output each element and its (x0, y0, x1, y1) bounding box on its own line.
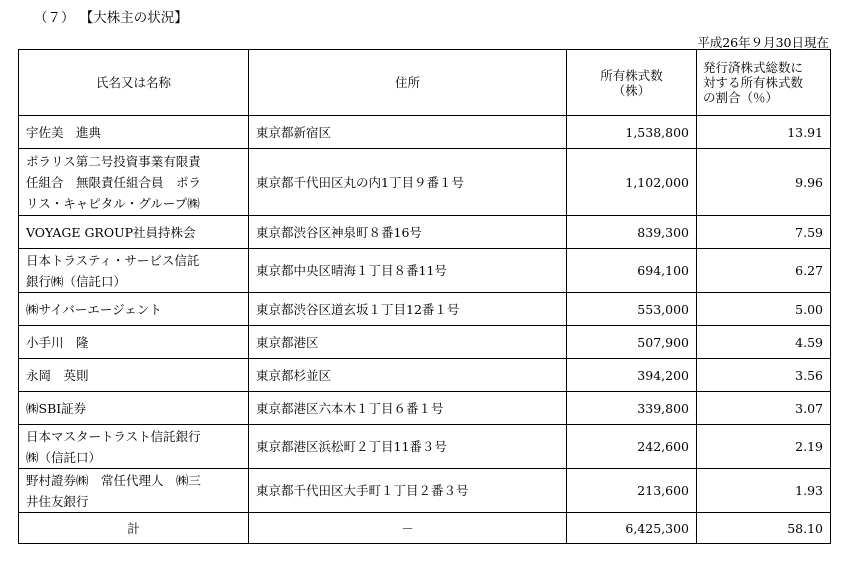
total-label: 計 (19, 513, 249, 544)
name-line: 銀行㈱（信託口） (26, 273, 127, 289)
table-row (19, 392, 831, 425)
shares-held: 339,800 (567, 392, 697, 425)
total-address: － (249, 513, 567, 544)
section-number: （７） (34, 10, 75, 26)
shareholder-name (19, 293, 249, 326)
shares-held: 1,538,800 (567, 116, 697, 149)
ownership-ratio: 4.59 (697, 326, 831, 359)
shares-held: 394,200 (567, 359, 697, 392)
shareholder-name (19, 326, 249, 359)
name-line: 野村證券㈱ 常任代理人 ㈱三 (26, 472, 202, 488)
shareholder-name (19, 359, 249, 392)
ownership-ratio: 3.07 (697, 392, 831, 425)
header-shares-line: （株） (612, 82, 651, 98)
name-line: 井住友銀行 (26, 493, 89, 509)
header-ratio-line: 対する所有株式数 (703, 75, 804, 90)
name-line: 宇佐美 進典 (26, 124, 102, 140)
table-row (19, 249, 831, 293)
table-row (19, 116, 831, 149)
total-row (19, 513, 831, 544)
name-line: リス・キャピタル・グループ㈱ (26, 195, 200, 211)
name-line: VOYAGE GROUP社員持株会 (26, 224, 196, 240)
ownership-ratio: 5.00 (697, 293, 831, 326)
ownership-ratio: 6.27 (697, 249, 831, 293)
as-of-date: 平成26年９月30日現在 (697, 35, 829, 50)
shareholder-address: 東京都渋谷区道玄坂１丁目12番１号 (249, 293, 567, 326)
total-ratio: 58.10 (697, 513, 831, 544)
shareholder-name (19, 116, 249, 149)
table-row (19, 359, 831, 392)
table-row (19, 425, 831, 469)
major-shareholders-table (18, 49, 831, 544)
shareholder-address: 東京都千代田区丸の内1丁目９番１号 (249, 149, 567, 216)
ownership-ratio: 9.96 (697, 149, 831, 216)
table-header-row (19, 50, 831, 116)
shares-held: 694,100 (567, 249, 697, 293)
ownership-ratio: 13.91 (697, 116, 831, 149)
shareholder-address: 東京都港区浜松町２丁目11番３号 (249, 425, 567, 469)
header-shares-line: 所有株式数 (600, 67, 663, 83)
header-ratio-line: 発行済株式総数に (703, 60, 804, 75)
shareholder-address: 東京都新宿区 (249, 116, 567, 149)
name-line: 任組合 無限責任組合員 ポラ (26, 174, 202, 190)
section-heading (34, 6, 188, 26)
shares-held: 507,900 (567, 326, 697, 359)
shareholder-address: 東京都中央区晴海１丁目８番11号 (249, 249, 567, 293)
shareholder-address: 東京都港区 (249, 326, 567, 359)
name-line: 日本マスタートラスト信託銀行 (26, 428, 201, 444)
shares-held: 242,600 (567, 425, 697, 469)
ownership-ratio: 2.19 (697, 425, 831, 469)
name-line: 永岡 英則 (26, 367, 89, 383)
header-shares (567, 50, 697, 116)
shareholder-name (19, 149, 249, 216)
shareholder-address: 東京都杉並区 (249, 359, 567, 392)
section-title: 【大株主の状況】 (86, 10, 188, 26)
ownership-ratio: 3.56 (697, 359, 831, 392)
shareholder-name (19, 216, 249, 249)
total-shares: 6,425,300 (567, 513, 697, 544)
name-line: ㈱（信託口） (26, 449, 102, 465)
table-row (19, 216, 831, 249)
shares-held: 213,600 (567, 469, 697, 513)
header-ratio-line: の割合（％） (703, 90, 779, 105)
ownership-ratio: 7.59 (697, 216, 831, 249)
header-name: 氏名又は名称 (19, 50, 249, 116)
shareholder-name (19, 392, 249, 425)
shares-held: 553,000 (567, 293, 697, 326)
name-line: 小手川 隆 (26, 334, 89, 350)
table-row (19, 149, 831, 216)
table-row (19, 326, 831, 359)
name-line: ㈱サイバーエージェント (26, 301, 162, 317)
name-line: ㈱SBI証券 (26, 400, 87, 416)
shares-held: 839,300 (567, 216, 697, 249)
shareholder-name (19, 425, 249, 469)
name-line: 日本トラスティ・サービス信託 (26, 252, 200, 268)
header-ratio (697, 50, 831, 116)
table-row (19, 293, 831, 326)
shareholder-address: 東京都渋谷区神泉町８番16号 (249, 216, 567, 249)
shares-held: 1,102,000 (567, 149, 697, 216)
shareholder-address: 東京都港区六本木１丁目６番１号 (249, 392, 567, 425)
shareholder-name (19, 249, 249, 293)
shareholder-name (19, 469, 249, 513)
name-line: ポラリス第二号投資事業有限責 (26, 153, 201, 169)
header-address: 住所 (249, 50, 567, 116)
table-row (19, 469, 831, 513)
shareholder-address: 東京都千代田区大手町１丁目２番３号 (249, 469, 567, 513)
ownership-ratio: 1.93 (697, 469, 831, 513)
